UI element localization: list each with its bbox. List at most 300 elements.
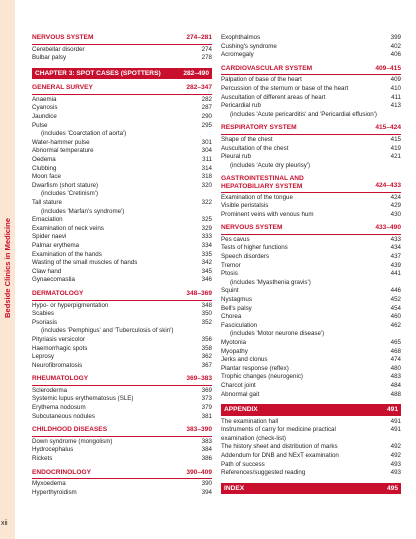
toc-entry: [221, 435, 401, 444]
entry-page-number: 413: [390, 102, 401, 110]
entry-page-number: 454: [390, 304, 401, 312]
entry-title: Cushing's syndrome: [221, 42, 277, 50]
spine-title: Bedside Clinics in Medicine: [3, 218, 12, 319]
entry-title: Auscultation of the chest: [221, 144, 289, 152]
entry-page-number: 437: [390, 253, 401, 261]
entry-title: Fasciculation: [221, 321, 258, 329]
toc-entry: [32, 336, 212, 345]
entry-page-number: 322: [201, 199, 212, 206]
entry-page-number: 379: [201, 404, 212, 412]
entry-title: Examination of the hands: [32, 250, 102, 258]
entry-page-number: 367: [201, 361, 212, 369]
entry-title: Charcot joint: [221, 381, 256, 389]
toc-entry: [32, 345, 212, 354]
entry-page-number: 429: [390, 202, 401, 210]
section-heading: [32, 375, 212, 386]
entry-title: Bulbar palsy: [32, 54, 67, 62]
entry-page-number: 329: [201, 224, 212, 232]
entry-page-number: 333: [201, 233, 212, 241]
section-page-range: 383–390: [186, 426, 212, 434]
entry-title: Instruments of carry for medicine practical: [221, 426, 336, 434]
toc-section: [32, 290, 212, 370]
entry-title: Hyperthyroidism: [32, 488, 77, 496]
toc-entry-note: [32, 327, 212, 336]
entry-page-number: 287: [201, 104, 212, 112]
entry-title: Anaemia: [32, 95, 57, 103]
toc-left-column: [32, 34, 212, 502]
entry-page-number: 491: [390, 426, 401, 434]
entry-title: Jaundice: [32, 113, 57, 121]
entry-page-number: 386: [201, 455, 212, 463]
toc-entry: [221, 426, 401, 435]
section-heading: [32, 290, 212, 301]
entry-title: Cyanosis: [32, 104, 58, 112]
toc-section: [221, 224, 401, 399]
toc-entry: [221, 145, 401, 154]
entry-title: Ptosis: [221, 270, 238, 278]
toc-entry: [221, 365, 401, 374]
section-page-range: 348–369: [186, 289, 212, 297]
toc-section: [32, 469, 212, 498]
entry-page-number: [387, 111, 401, 120]
toc-entry: [221, 202, 401, 211]
toc-entry: [32, 156, 212, 165]
entry-title: Abnormal temperature: [32, 147, 94, 155]
entry-title: examination (check-list): [221, 434, 286, 442]
entry-title: Palpation of base of the heart: [221, 76, 302, 84]
section-title: INDEX: [224, 484, 245, 492]
entry-page-number: 465: [390, 339, 401, 346]
entry-title: Tremor: [221, 261, 241, 269]
toc-entry: [32, 268, 212, 277]
entry-page-number: 311: [202, 156, 212, 164]
section-title: GASTROINTESTINAL AND HEPATOBILIARY SYSTEM: [221, 175, 304, 190]
toc-entry: [221, 102, 401, 111]
toc-entry: [221, 287, 401, 296]
entry-page-number: 409: [390, 76, 401, 84]
entry-title: Systemic lupus erythematosus (SLE): [32, 395, 134, 403]
toc-entry: [221, 382, 401, 391]
entry-title: Nystagmus: [221, 296, 252, 304]
entry-page-number: 421: [390, 153, 401, 161]
toc-entry-note: [221, 162, 401, 171]
toc-section: [32, 34, 212, 63]
section-title: RESPIRATORY SYSTEM: [221, 124, 297, 132]
entry-title: Clubbing: [32, 164, 57, 172]
toc-entry: [32, 165, 212, 174]
toc-entry: [221, 85, 401, 94]
section-title: GENERAL SURVEY: [32, 84, 93, 92]
entry-page-number: 441: [390, 270, 401, 278]
toc-entry: [221, 51, 401, 60]
section-page-range: 415–424: [375, 124, 401, 132]
toc-entry: [32, 225, 212, 234]
entry-title: Acromegaly: [221, 51, 254, 59]
entry-title: Hypo- or hyperpigmentation: [32, 301, 109, 309]
spine-tab: [0, 0, 15, 539]
entry-title: Pityriasis versicolor: [32, 335, 85, 343]
toc-section: [221, 124, 401, 170]
entry-page-number: 352: [201, 318, 212, 326]
section-page-range: 495: [386, 484, 398, 492]
entry-page-number: 446: [390, 287, 401, 295]
entry-page-number: 462: [390, 321, 401, 329]
toc-entry: [221, 469, 401, 478]
section-page-range: 369–383: [186, 375, 212, 383]
toc-entry: [32, 216, 212, 225]
section-heading: [221, 65, 401, 76]
toc-entry: [32, 104, 212, 113]
entry-title: Pes cavus: [221, 235, 250, 243]
entry-title: The history sheet and distribution of marks: [221, 443, 338, 451]
toc-entry: [32, 182, 212, 191]
entry-page-number: 335: [201, 250, 212, 258]
entry-page-number: 345: [201, 267, 212, 275]
entry-title: Auscultation of different areas of heart: [221, 93, 326, 101]
entry-page-number: 384: [201, 446, 212, 454]
chapter-banner: [32, 68, 212, 80]
entry-page-number: [387, 330, 401, 339]
entry-title: Gynaecomastia: [32, 276, 75, 284]
entry-title: Down syndrome (mongolism): [32, 437, 113, 445]
entry-page-number: 460: [390, 313, 401, 321]
toc-entry-note: [221, 111, 401, 120]
entry-title: Hydrocephalus: [32, 446, 74, 454]
entry-title: (includes 'Motor neurone disease'): [230, 330, 325, 338]
entry-title: Plantar response (reflex): [221, 364, 289, 372]
entry-page-number: 419: [390, 144, 401, 152]
toc-entry: [32, 455, 212, 464]
toc-entry: [221, 194, 401, 203]
entry-page-number: 402: [390, 42, 401, 50]
entry-title: Haemorrhagic spots: [32, 344, 88, 352]
toc-entry: [221, 76, 401, 85]
toc-section: [221, 34, 401, 60]
toc-entry: [221, 270, 401, 279]
toc-entry: [32, 353, 212, 362]
toc-entry: [32, 259, 212, 268]
toc-entry: [221, 43, 401, 52]
toc-entry: [221, 136, 401, 145]
entry-title: Scleroderma: [32, 386, 68, 394]
toc-entry: [32, 96, 212, 105]
section-page-range: 282–490: [183, 69, 209, 77]
entry-page-number: 369: [201, 386, 212, 394]
entry-title: Dwarfism (short stature): [32, 181, 99, 189]
section-heading: [221, 124, 401, 135]
entry-page-number: 356: [201, 335, 212, 343]
section-title: CHAPTER 3: SPOT CASES (SPOTTERS): [35, 69, 161, 77]
toc-entry: [221, 373, 401, 382]
entry-page-number: 399: [390, 34, 401, 41]
entry-title: Addendum for DNB and NExT examination: [221, 452, 339, 460]
toc-section: [32, 375, 212, 421]
toc-entry: [221, 356, 401, 365]
entry-title: Myotonia: [221, 339, 247, 346]
toc-entry: [32, 413, 212, 422]
toc-entry: [32, 489, 212, 498]
section-title: APPENDIX: [224, 406, 258, 414]
entry-page-number: [387, 162, 401, 171]
entry-page-number: 282: [201, 95, 212, 103]
entry-title: Bell's palsy: [221, 304, 252, 312]
toc-entry: [32, 147, 212, 156]
section-heading: [221, 175, 401, 192]
entry-page-number: 493: [390, 469, 401, 477]
entry-title: Examination of the tongue: [221, 193, 293, 201]
section-title: CHILDHOOD DISEASES: [32, 426, 108, 434]
toc-entry-note: [221, 330, 401, 339]
entry-title: Myxoedema: [32, 480, 66, 488]
section-page-range: 409–415: [375, 64, 401, 72]
entry-title: (includes 'Marfan's syndrome'): [41, 207, 125, 215]
entry-page-number: [387, 435, 401, 444]
toc-entry: [32, 139, 212, 148]
entry-title: Myopathy: [221, 347, 248, 355]
entry-title: Squint: [221, 287, 239, 295]
entry-title: Moon face: [32, 173, 61, 181]
entry-title: Scabies: [32, 310, 55, 318]
entry-page-number: 304: [201, 147, 212, 155]
entry-title: References/suggested reading: [221, 469, 306, 477]
toc-entry: [32, 276, 212, 285]
entry-title: Emaciation: [32, 216, 63, 224]
entry-title: (includes 'Acute dry pleurisy'): [230, 161, 311, 169]
toc-entry-note: [32, 130, 212, 139]
entry-page-number: [387, 279, 401, 288]
toc-entry: [221, 262, 401, 271]
entry-page-number: 411: [391, 93, 401, 101]
entry-title: Erythema nodosum: [32, 404, 86, 412]
entry-page-number: 278: [201, 54, 212, 62]
toc-entry: [221, 339, 401, 348]
entry-page-number: 362: [201, 353, 212, 361]
toc-entry: [32, 438, 212, 447]
entry-page-number: 348: [201, 301, 212, 309]
entry-title: Trophic changes (neurogenic): [221, 373, 303, 381]
entry-page-number: 415: [390, 135, 401, 143]
section-page-range: 433–490: [375, 224, 401, 232]
entry-page-number: 468: [390, 347, 401, 355]
entry-title: Percussion of the sternum or base of the heart: [221, 84, 349, 92]
toc-entry: [32, 480, 212, 489]
entry-title: Subcutaneous nodules: [32, 412, 95, 420]
entry-title: (includes 'Acute pericarditis' and 'Pericardial effusion'): [230, 110, 377, 118]
section-title: DERMATOLOGY: [32, 289, 84, 297]
entry-page-number: 342: [201, 259, 212, 267]
entry-page-number: 295: [201, 121, 212, 129]
entry-title: (includes 'Coarctation of aorta'): [41, 130, 127, 138]
page-number: xii: [1, 520, 8, 527]
toc-entry: [221, 452, 401, 461]
entry-page-number: 274: [201, 45, 212, 53]
toc-entry: [32, 199, 212, 208]
section-title: NERVOUS SYSTEM: [221, 224, 283, 232]
section-page-range: 491: [386, 406, 398, 414]
entry-page-number: 334: [201, 241, 212, 249]
entry-title: Oedema: [32, 156, 56, 164]
entry-page-number: 346: [201, 276, 212, 284]
toc-entry: [32, 310, 212, 319]
toc-entry: [32, 242, 212, 251]
toc-entry-note: [221, 279, 401, 288]
entry-title: The examination hall: [221, 417, 279, 425]
toc-entry: [221, 236, 401, 245]
toc-entry: [221, 244, 401, 253]
entry-title: Neurofibromatosis: [32, 361, 83, 369]
section-page-range: 282–347: [186, 84, 212, 92]
entry-page-number: 320: [201, 181, 212, 189]
entry-page-number: 290: [201, 113, 212, 121]
section-title: ENDOCRINOLOGY: [32, 468, 91, 476]
toc-entry: [32, 46, 212, 55]
toc-entry: [32, 122, 212, 131]
entry-title: Exophthalmos: [221, 34, 261, 41]
toc-entry: [221, 313, 401, 322]
toc-entry: [32, 54, 212, 63]
toc-section: [221, 65, 401, 120]
toc-entry: [221, 253, 401, 262]
entry-title: Chorea: [221, 313, 242, 321]
toc-section: [221, 483, 401, 495]
entry-page-number: 488: [390, 390, 401, 398]
toc-section: [32, 426, 212, 463]
entry-page-number: 390: [201, 480, 212, 488]
chapter-banner: [221, 483, 401, 495]
toc-right-column: [221, 34, 401, 499]
toc-entry: [32, 251, 212, 260]
entry-title: Cerebellar disorder: [32, 45, 85, 53]
toc-entry: [32, 362, 212, 371]
entry-title: Pleural rub: [221, 153, 251, 161]
entry-title: Pericardial rub: [221, 102, 261, 110]
toc-section: [32, 84, 212, 285]
section-title: NERVOUS SYSTEM: [32, 34, 94, 41]
entry-title: Visible peristalsis: [221, 202, 269, 210]
entry-page-number: 373: [201, 395, 212, 403]
toc-entry: [32, 446, 212, 455]
section-heading: [32, 84, 212, 95]
toc-entry-note: [32, 190, 212, 199]
entry-title: (includes 'Myasthenia gravis'): [230, 278, 311, 286]
toc-entry: [32, 173, 212, 182]
toc-entry: [221, 211, 401, 220]
toc-entry: [221, 305, 401, 314]
section-heading: [221, 224, 401, 235]
entry-page-number: 406: [390, 51, 401, 59]
entry-page-number: 314: [201, 164, 212, 172]
toc-entry: [32, 404, 212, 413]
section-page-range: 274–281: [186, 34, 212, 41]
entry-page-number: 452: [390, 296, 401, 304]
section-title: RHEUMATOLOGY: [32, 375, 89, 383]
entry-title: Rickets: [32, 455, 53, 463]
entry-page-number: 430: [390, 210, 401, 218]
toc-entry: [221, 418, 401, 427]
toc-section: [221, 404, 401, 478]
entry-title: Jerks and clonus: [221, 356, 268, 364]
toc-entry: [221, 348, 401, 357]
entry-title: Prominent veins with venous hum: [221, 210, 314, 218]
toc-entry: [32, 319, 212, 328]
entry-title: Wasting of the small muscles of hands: [32, 259, 138, 267]
toc-entry: [32, 395, 212, 404]
entry-title: Palmar erythema: [32, 241, 80, 249]
entry-title: Psoriasis: [32, 318, 58, 326]
entry-title: Claw hand: [32, 267, 62, 275]
toc-entry: [32, 302, 212, 311]
entry-title: (includes 'Cretinism'): [41, 190, 99, 198]
entry-page-number: [198, 208, 212, 217]
entry-page-number: 301: [201, 138, 212, 146]
toc-entry: [221, 296, 401, 305]
toc-section: [32, 68, 212, 80]
entry-page-number: 358: [201, 344, 212, 352]
entry-page-number: [198, 190, 212, 199]
entry-page-number: [198, 130, 212, 139]
entry-page-number: 325: [201, 216, 212, 224]
entry-page-number: 484: [390, 381, 401, 389]
section-heading: [32, 469, 212, 480]
entry-page-number: 410: [390, 84, 401, 92]
chapter-banner: [221, 404, 401, 416]
entry-title: Shape of the chest: [221, 135, 273, 143]
entry-page-number: 381: [201, 412, 212, 420]
entry-page-number: 350: [201, 310, 212, 318]
section-heading: [32, 34, 212, 45]
toc-entry: [32, 387, 212, 396]
entry-page-number: 492: [390, 443, 401, 451]
entry-page-number: 394: [201, 488, 212, 496]
entry-page-number: 318: [201, 173, 212, 181]
entry-page-number: 483: [390, 373, 401, 381]
entry-title: Spider naevi: [32, 233, 67, 241]
entry-page-number: 492: [390, 452, 401, 460]
toc-entry: [221, 34, 401, 43]
entry-page-number: 424: [390, 193, 401, 201]
entry-page-number: 491: [390, 417, 401, 425]
entry-page-number: 439: [390, 261, 401, 269]
entry-title: Speech disorders: [221, 253, 270, 261]
entry-title: Leprosy: [32, 353, 55, 361]
entry-page-number: 383: [201, 437, 212, 445]
entry-title: Path of success: [221, 460, 265, 468]
entry-title: Tall stature: [32, 199, 62, 206]
entry-title: Examination of neck veins: [32, 224, 104, 232]
entry-page-number: 474: [390, 356, 401, 364]
toc-entry: [32, 113, 212, 122]
toc-section: [221, 175, 401, 219]
section-page-range: 424–433: [375, 181, 401, 189]
section-heading: [32, 426, 212, 437]
entry-title: (includes 'Pemphigus' and 'Tuberculosis of skin'): [41, 327, 174, 335]
toc-entry: [221, 443, 401, 452]
entry-title: Tests of higher functions: [221, 244, 288, 252]
toc-entry: [221, 322, 401, 331]
toc-entry: [221, 153, 401, 162]
toc-entry: [221, 461, 401, 470]
toc-entry-note: [32, 208, 212, 217]
entry-title: Pulse: [32, 121, 48, 129]
entry-page-number: 433: [390, 235, 401, 243]
entry-page-number: 493: [390, 460, 401, 468]
section-page-range: 390–409: [186, 468, 212, 476]
section-title: CARDIOVASCULAR SYSTEM: [221, 64, 313, 72]
entry-page-number: 434: [390, 244, 401, 252]
entry-title: Abnormal gait: [221, 390, 260, 398]
toc-entry: [221, 94, 401, 103]
entry-page-number: 480: [390, 364, 401, 372]
